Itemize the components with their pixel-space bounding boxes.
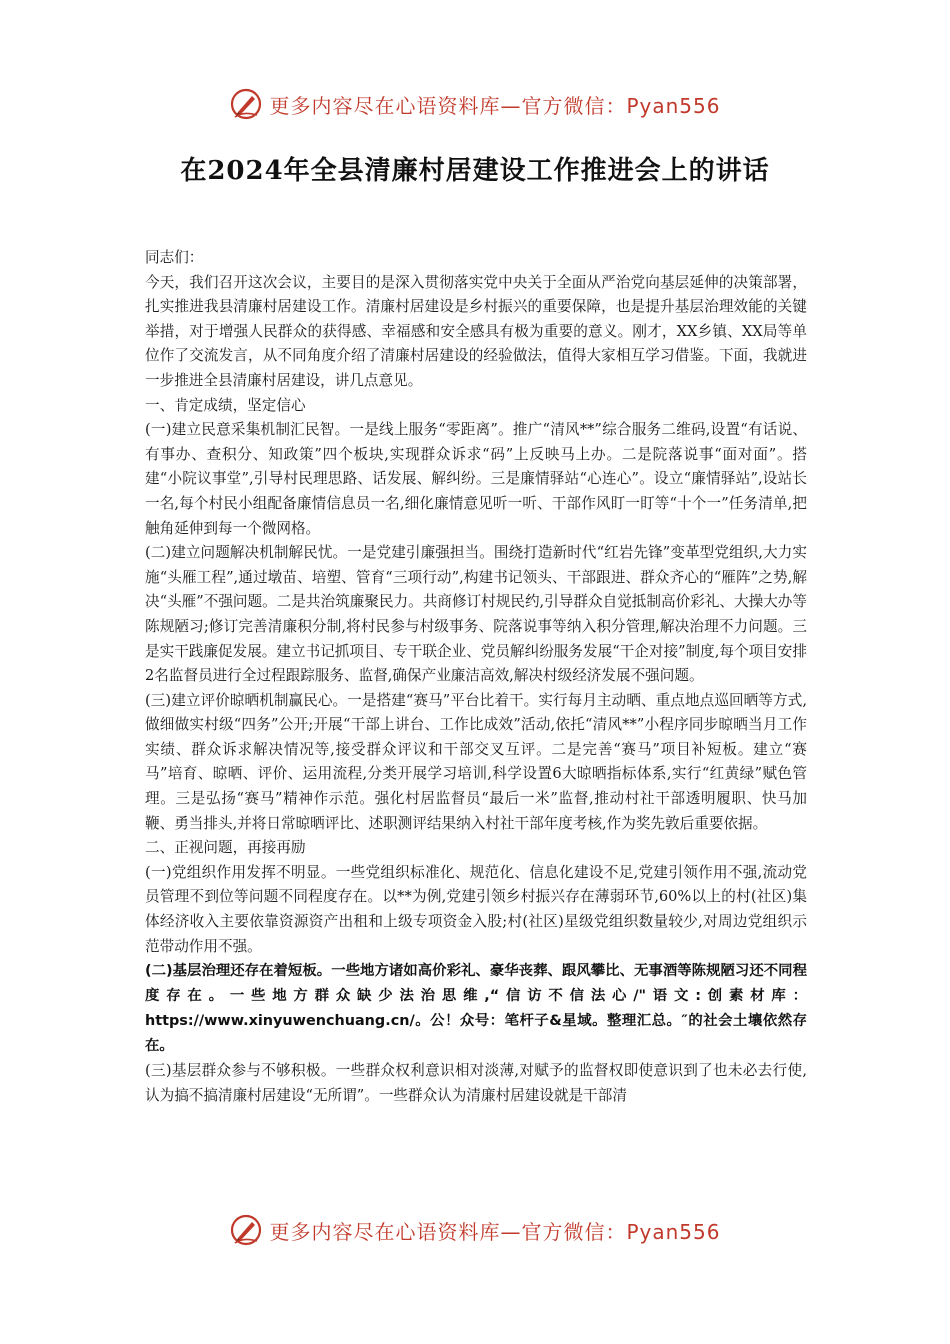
footer-banner <box>0 1210 950 1250</box>
writing-logo-icon <box>229 1213 263 1247</box>
salutation: 同志们： <box>145 249 204 266</box>
header-banner <box>0 84 950 124</box>
paragraph: (一)建立民意采集机制汇民智。一是线上服务“零距离”。推广“清风**”综合服务二维码,设置“有话说、有事办、查积分、知政策”四个板块,实现群众诉求“码”上反映马上办。二是院落说事“面对面”。搭建“小院议事堂”,引导村民理思路、话发展、解纠纷。三是廉情驿站“心连心”。设立“廉情驿站”,设站长一名,每个村民小组配备廉情信息员一名,细化廉情意见听一听、干部作风盯一盯等“十个一”任务清单,把触角延伸到每一个微网格。 <box>145 421 807 537</box>
paragraph: (一)党组织作用发挥不明显。一些党组织标准化、规范化、信息化建设不足,党建引领作用不强,流动党员管理不到位等问题不同程度存在。以**为例,党建引领乡村振兴存在薄弱环节,60%以上的村(社区)集体经济收入主要依靠资源资产出租和上级专项资金入股;村(社区)星级党组织数量较少,对周边党组织示范带动作用不强。 <box>145 863 807 955</box>
paragraph: (三)基层群众参与不够积极。一些群众权利意识相对淡薄,对赋予的监督权即使意识到了也未必去行使,认为搞不搞清廉村居建设“无所谓”。一些群众认为清廉村居建设就是干部清 <box>145 1062 807 1104</box>
paragraph: (二)基层治理还存在着短板。一些地方诸如高价彩礼、豪华丧葬、跟风攀比、无事酒等陈规陋习还不同程度存在。一些地方群众缺少法治思维,“信访不信法心/"语文:创素材库：https://www.xinyuwenchuang.cn/。公！众号：笔杆子&星域。整理汇总。″的社会土壤依然存在。 <box>145 963 807 1055</box>
paragraph: 今天，我们召开这次会议，主要目的是深入贯彻落实党中央关于全面从严治党向基层延伸的决策部署，扎实推进我县清廉村居建设工作。清廉村居建设是乡村振兴的重要保障，也是提升基层治理效能的关键举措，对于增强人民群众的获得感、幸福感和安全感具有极为重要的意义。刚才，XX乡镇、XX局等单位作了交流发言，从不同角度介绍了清廉村居建设的经验做法，值得大家相互学习借鉴。下面，我就进一步推进全县清廉村居建设，讲几点意见。 <box>145 273 807 389</box>
paragraph: (二)建立问题解决机制解民忧。一是党建引廉强担当。围绕打造新时代“红岩先锋”变革型党组织,大力实施“头雁工程”,通过墩苗、培塑、管育“三项行动”,构建书记领头、干部跟进、群众齐心的“雁阵”之势,解决“头雁”不强问题。二是共治筑廉聚民力。共商修订村规民约,引导群众自觉抵制高价彩礼、大操大办等陈规陋习;修订完善清廉积分制,将村民参与村级事务、院落说事等纳入积分管理,解决治理不力问题。三是实干践廉促发展。建立书记抓项目、专干联企业、党员解纠纷服务发展“干企对接”制度,每个项目安排2名监督员进行全过程跟踪服务、监督,确保产业廉洁高效,解决村级经济发展不强问题。 <box>145 544 807 685</box>
banner-text: 更多内容尽在心语资料库—官方微信：Pyan556 <box>269 93 721 118</box>
paragraph: (三)建立评价晾晒机制赢民心。一是搭建“赛马”平台比着干。实行每月主动晒、重点地点巡回晒等方式,做细做实村级“四务”公开;开展“干部上讲台、工作比成效”活动,依托“清风**”小程序同步晾晒当月工作实绩、群众诉求解决情况等,接受群众评议和干部交叉互评。二是完善“赛马”项目补短板。建立“赛马”培育、晾晒、评价、运用流程,分类开展学习培训,科学设置6大晾晒指标体系,实行“红黄绿”赋色管理。三是弘扬“赛马”精神作示范。强化村居监督员“最后一米”监督,推动村社干部透明履职、快马加鞭、勇当排头,并将日常晾晒评比、述职测评结果纳入村社干部年度考核,作为奖先敦后重要依据。 <box>145 691 807 832</box>
document-body <box>145 246 807 1108</box>
section-heading: 一、肯定成绩，坚定信心 <box>145 396 306 414</box>
writing-logo-icon <box>229 87 263 121</box>
banner-text: 更多内容尽在心语资料库—官方微信：Pyan556 <box>269 1219 721 1244</box>
page-title: 在2024年全县清廉村居建设工作推进会上的讲话 <box>180 156 770 186</box>
section-heading: 二、正视问题，再接再励 <box>145 839 306 857</box>
